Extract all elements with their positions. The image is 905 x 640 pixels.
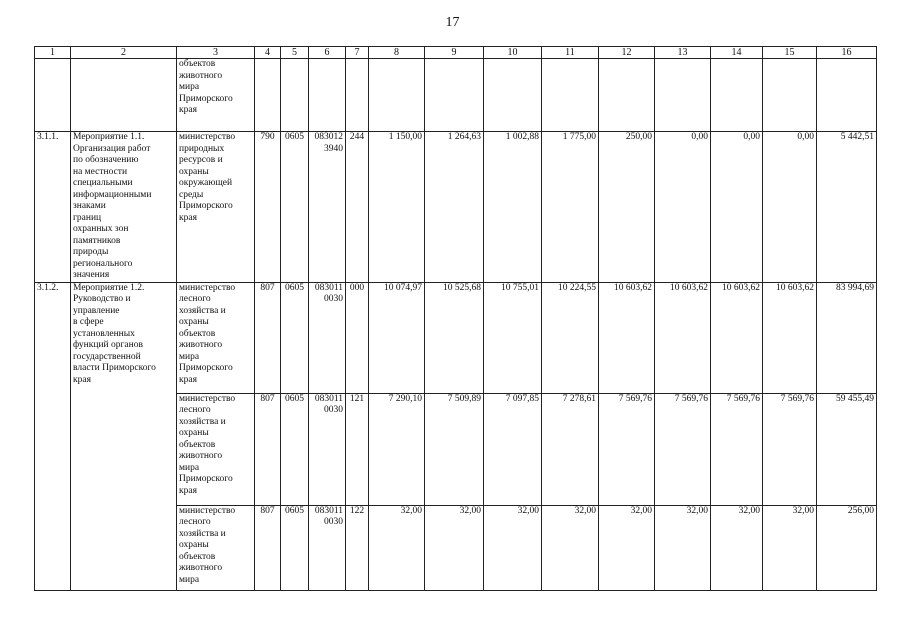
value-cell: 32,00 xyxy=(425,505,484,590)
value-cell: 7 569,76 xyxy=(599,393,655,505)
value-cell: 32,00 xyxy=(763,505,817,590)
value-cell xyxy=(484,59,542,132)
value-cell: 7 278,61 xyxy=(542,393,599,505)
csr-code xyxy=(309,59,346,132)
rzpr-code: 0605 xyxy=(281,393,309,505)
header-cell: 4 xyxy=(255,47,281,59)
header-cell: 11 xyxy=(542,47,599,59)
header-cell: 15 xyxy=(763,47,817,59)
csr-code: 083011 0030 xyxy=(309,393,346,505)
row-number xyxy=(35,59,71,132)
grbs-code: 807 xyxy=(255,393,281,505)
value-cell: 10 074,97 xyxy=(369,282,425,393)
value-cell: 59 455,49 xyxy=(817,393,877,505)
value-cell: 32,00 xyxy=(369,505,425,590)
header-cell: 9 xyxy=(425,47,484,59)
table-row xyxy=(35,282,877,393)
row-number: 3.1.1. xyxy=(35,132,71,283)
value-cell xyxy=(817,59,877,132)
value-cell: 10 224,55 xyxy=(542,282,599,393)
value-cell: 32,00 xyxy=(655,505,711,590)
grbs-code: 807 xyxy=(255,505,281,590)
row-number: 3.1.2. xyxy=(35,282,71,590)
csr-code: 083011 0030 xyxy=(309,505,346,590)
value-cell: 10 603,62 xyxy=(763,282,817,393)
budget-table xyxy=(34,46,877,591)
csr-code: 083011 0030 xyxy=(309,282,346,393)
value-cell xyxy=(542,59,599,132)
grbs-code xyxy=(255,59,281,132)
value-cell: 10 603,62 xyxy=(711,282,763,393)
page-number: 17 xyxy=(445,15,460,30)
value-cell: 10 525,68 xyxy=(425,282,484,393)
header-cell: 10 xyxy=(484,47,542,59)
grbs-code: 807 xyxy=(255,282,281,393)
vr-code: 000 xyxy=(346,282,369,393)
value-cell: 5 442,51 xyxy=(817,132,877,283)
value-cell: 10 603,62 xyxy=(655,282,711,393)
header-cell: 16 xyxy=(817,47,877,59)
value-cell: 7 509,89 xyxy=(425,393,484,505)
value-cell: 1 150,00 xyxy=(369,132,425,283)
header-cell: 14 xyxy=(711,47,763,59)
value-cell xyxy=(711,59,763,132)
value-cell xyxy=(425,59,484,132)
event-name: Мероприятие 1.1. Организация работ по обозначению на местности специальными информационными знаками границ охранных зон памятников природы регионального значения xyxy=(71,132,177,283)
value-cell: 32,00 xyxy=(484,505,542,590)
vr-code: 122 xyxy=(346,505,369,590)
csr-code: 083012 3940 xyxy=(309,132,346,283)
value-cell: 1 264,63 xyxy=(425,132,484,283)
value-cell: 10 755,01 xyxy=(484,282,542,393)
value-cell: 1 775,00 xyxy=(542,132,599,283)
header-row xyxy=(35,47,877,59)
value-cell xyxy=(763,59,817,132)
value-cell xyxy=(369,59,425,132)
value-cell xyxy=(655,59,711,132)
value-cell xyxy=(599,59,655,132)
value-cell: 250,00 xyxy=(599,132,655,283)
value-cell: 7 097,85 xyxy=(484,393,542,505)
executor: министерство лесного хозяйства и охраны объектов животного мира xyxy=(177,505,255,590)
header-cell: 1 xyxy=(35,47,71,59)
vr-code: 244 xyxy=(346,132,369,283)
rzpr-code: 0605 xyxy=(281,282,309,393)
event-name: Мероприятие 1.2. Руководство и управление в сфере установленных функций органов государственной власти Приморского края xyxy=(71,282,177,590)
table-row xyxy=(35,59,877,132)
table-row xyxy=(35,132,877,283)
vr-code: 121 xyxy=(346,393,369,505)
header-cell: 7 xyxy=(346,47,369,59)
header-cell: 6 xyxy=(309,47,346,59)
header-cell: 3 xyxy=(177,47,255,59)
header-cell: 12 xyxy=(599,47,655,59)
header-cell: 2 xyxy=(71,47,177,59)
rzpr-code xyxy=(281,59,309,132)
grbs-code: 790 xyxy=(255,132,281,283)
executor: министерство природных ресурсов и охраны окружающей среды Приморского края xyxy=(177,132,255,283)
header-cell: 8 xyxy=(369,47,425,59)
value-cell: 256,00 xyxy=(817,505,877,590)
rzpr-code: 0605 xyxy=(281,132,309,283)
value-cell: 7 569,76 xyxy=(711,393,763,505)
executor: министерство лесного хозяйства и охраны объектов животного мира Приморского края xyxy=(177,393,255,505)
rzpr-code: 0605 xyxy=(281,505,309,590)
value-cell: 32,00 xyxy=(711,505,763,590)
header-cell: 13 xyxy=(655,47,711,59)
value-cell: 7 569,76 xyxy=(655,393,711,505)
value-cell: 83 994,69 xyxy=(817,282,877,393)
value-cell: 32,00 xyxy=(599,505,655,590)
value-cell: 0,00 xyxy=(763,132,817,283)
event-name xyxy=(71,59,177,132)
executor: министерство лесного хозяйства и охраны объектов животного мира Приморского края xyxy=(177,282,255,393)
vr-code xyxy=(346,59,369,132)
value-cell: 1 002,88 xyxy=(484,132,542,283)
value-cell: 7 290,10 xyxy=(369,393,425,505)
executor: объектов животного мира Приморского края xyxy=(177,59,255,132)
header-cell: 5 xyxy=(281,47,309,59)
value-cell: 32,00 xyxy=(542,505,599,590)
value-cell: 10 603,62 xyxy=(599,282,655,393)
value-cell: 0,00 xyxy=(655,132,711,283)
value-cell: 7 569,76 xyxy=(763,393,817,505)
value-cell: 0,00 xyxy=(711,132,763,283)
